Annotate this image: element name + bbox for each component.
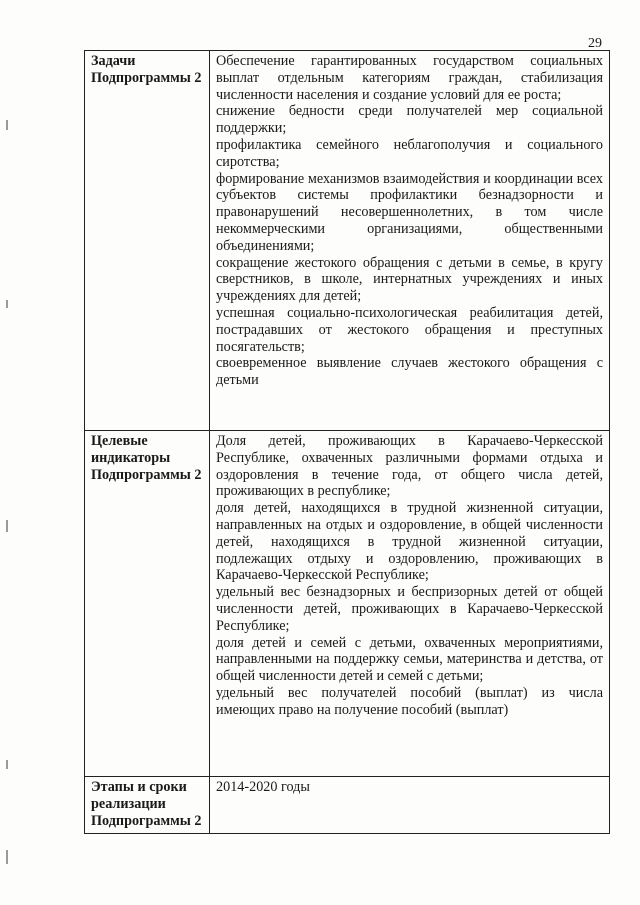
row-label-line: Целевые xyxy=(91,433,148,449)
task-item: Обеспечение гарантированных государством социальных выплат отдельным категориям граждан, стабилизация численности населения и создание условий для ее роста; xyxy=(216,53,603,103)
row-content-indicators xyxy=(210,431,610,777)
task-item: сокращение жестокого обращения с детьми в семье, в кругу сверстников, в школе, интернатных учреждениях и иных учреждениях для детей; xyxy=(216,254,603,305)
row-label-stages xyxy=(85,777,210,834)
scan-edge-marks xyxy=(6,0,10,905)
indicator-item: доля детей и семей с детьми, охваченных мероприятиями, направленными на поддержку семьи, материнства и детства, от общей численности детей и семей с детьми; xyxy=(216,634,603,685)
row-label-line: Подпрограммы 2 xyxy=(91,812,202,829)
task-item: формирование механизмов взаимодействия и координации всех субъектов системы профилактики безнадзорности и правонарушений несовершеннолетних, в том числе некоммерческими организациями, общественными объединениями; xyxy=(216,170,603,254)
indicator-item: доля детей, находящихся в трудной жизненной ситуации, направленных на отдых и оздоровление, в общей численности детей, находящихся в трудной жизненной ситуации, подлежащих отдыху и оздоровлению, проживающих в Карачаево-Черкесской Республике; xyxy=(216,500,603,584)
row-label-line: Подпрограммы 2 xyxy=(91,466,202,483)
row-content-stages xyxy=(210,777,610,834)
row-label-line: реализации xyxy=(91,795,166,812)
row-label-tasks xyxy=(85,51,210,431)
task-item: успешная социально-психологическая реабилитация детей, пострадавших от жестокого обращения и преступных посягательств; xyxy=(216,304,603,355)
indicator-item: удельный вес безнадзорных и беспризорных детей от общей численности детей, проживающих в Карачаево-Черкесской Республике; xyxy=(216,584,603,634)
subprogram-passport-table xyxy=(84,50,610,834)
row-label-line: Подпрограммы 2 xyxy=(91,69,202,86)
row-label-line: Задачи xyxy=(91,53,136,69)
table-row-indicators xyxy=(85,431,610,777)
task-item: профилактика семейного неблагополучия и социального сиротства; xyxy=(216,136,603,170)
row-label-line: индикаторы xyxy=(91,449,171,466)
table-row-stages xyxy=(85,777,610,834)
page-number: 29 xyxy=(588,36,602,51)
row-content-tasks xyxy=(210,51,610,431)
indicator-item: удельный вес получателей пособий (выплат) из числа имеющих право на получение пособий (выплат) xyxy=(216,684,603,718)
row-label-line: Этапы и сроки xyxy=(91,779,187,795)
task-item: своевременное выявление случаев жестокого обращения с детьми xyxy=(216,355,603,389)
table-row-tasks xyxy=(85,51,610,431)
indicator-item: Доля детей, проживающих в Карачаево-Черкесской Республике, охваченных различными формами отдыха и оздоровления в течение года, от общего числа детей, проживающих в республике; xyxy=(216,433,603,500)
row-label-indicators xyxy=(85,431,210,777)
stages-period: 2014-2020 годы xyxy=(216,779,310,795)
task-item: снижение бедности среди получателей мер социальной поддержки; xyxy=(216,103,603,137)
